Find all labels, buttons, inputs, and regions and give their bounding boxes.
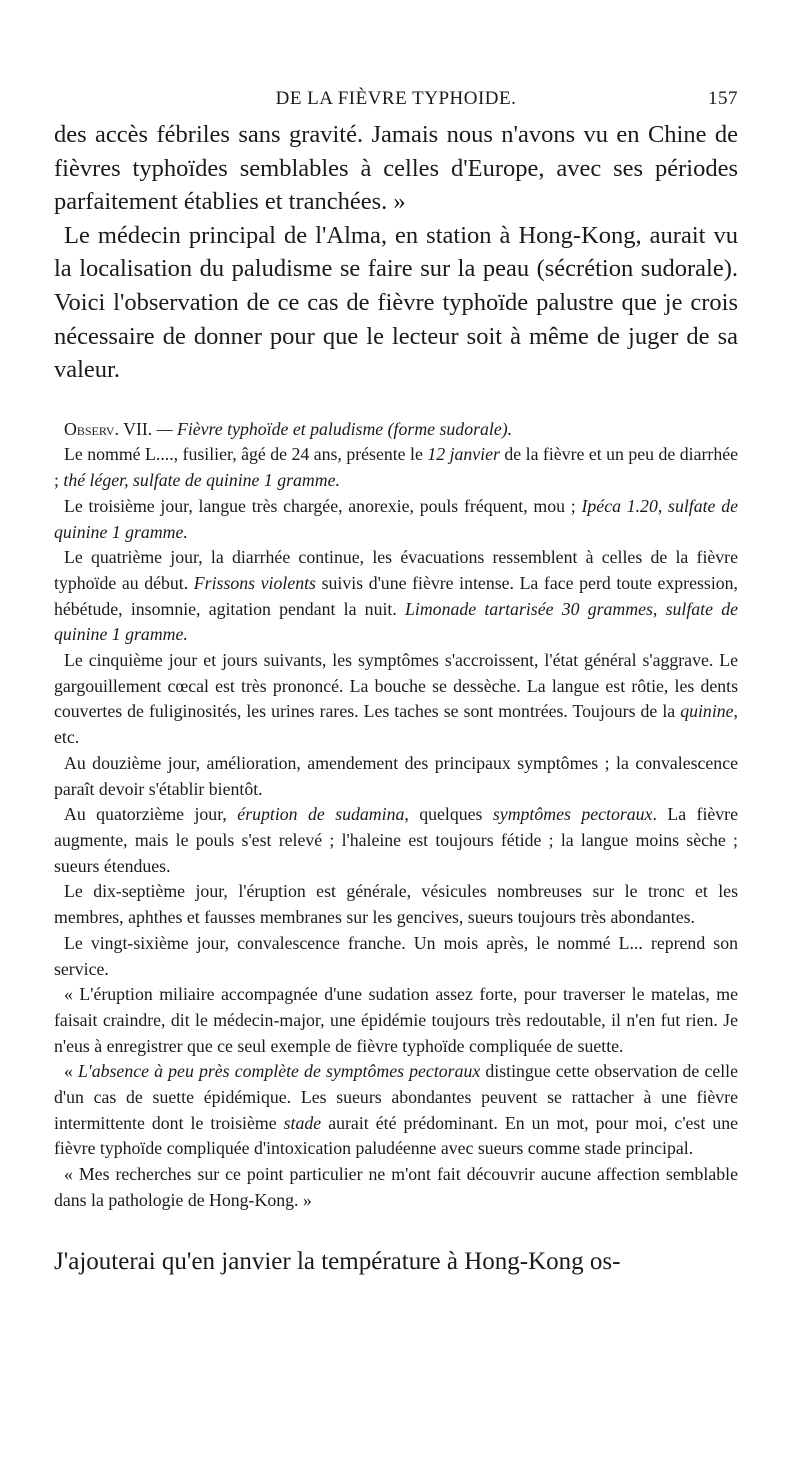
text-run: quinine — [680, 701, 734, 722]
page — [54, 88, 738, 1279]
closing-line: J'ajouterai qu'en janvier la température à Hong-Kong os- — [54, 1247, 621, 1275]
text-run: Le quatrième jour, la diarrhée continue, les évacuations ressemblent à celles de la fièvre typhoïde au début. — [54, 547, 738, 593]
observation-paragraph — [54, 494, 738, 545]
text-run: , etc. — [54, 701, 738, 748]
text-run: suivis d'une fièvre intense. La face perd toute expression, hébétude, insomnie, agitation pendant la nuit. — [54, 572, 739, 619]
observation-paragraph — [54, 802, 738, 879]
text-run: L'absence à peu près complète de symptômes pectoraux — [78, 1061, 481, 1082]
intro-paragraph: Le médecin principal de l'Alma, en station à Hong-Kong, aurait vu la localisation du paludisme se faire sur la peau (sécrétion sudorale). Voici l'observation de ce cas de fièvre typhoïde palustre que je crois nécessaire de donner pour que le lecteur soit à même de juger de sa valeur. — [54, 221, 738, 384]
observation-paragraph — [54, 442, 738, 493]
running-title: DE LA FIÈVRE TYPHOIDE. — [275, 88, 517, 109]
text-run: Ipéca 1.20, sulfate de quinine 1 gramme. — [54, 495, 738, 542]
observation-paragraph: Le dix-septième jour, l'éruption est générale, vésicules nombreuses sur le tronc et les membres, aphthes et fausses membranes sur les gencives, sueurs toujours très abondantes. — [54, 881, 738, 928]
closing-text — [54, 1245, 738, 1279]
quote-paragraph: « Mes recherches sur ce point particulier ne m'ont fait découvrir aucune affection semblable dans la pathologie de Hong-Kong. » — [54, 1164, 738, 1210]
observation-title: — Fièvre typhoïde et paludisme (forme sudorale). — [152, 418, 513, 439]
text-run: 12 janvier — [427, 444, 500, 465]
text-run: Frissons violents — [193, 572, 316, 593]
intro-paragraph: des accès fébriles sans gravité. Jamais nous n'avons vu en Chine de fièvres typhoïdes semblables à celles d'Europe, avec ses périodes parfaitement établies et tranchées. » — [54, 121, 738, 216]
text-run: thé léger, sulfate de quinine 1 gramme. — [63, 470, 340, 491]
observation-paragraph: Au douzième jour, amélioration, amendement des principaux symptômes ; la convalescence paraît devoir s'établir bientôt. — [54, 752, 738, 799]
observation-heading — [54, 417, 738, 443]
text-run: Le cinquième jour et jours suivants, les symptômes s'accroissent, l'état général s'aggrave. Le gargouillement cœcal est très prononcé. La bouche se dessèche. La langue est rôtie, les dents couvertes de fuliginosités, les urines rares. Les taches se sont montrées. Toujours de la — [54, 650, 738, 722]
observation-paragraph: Le vingt-sixième jour, convalescence franche. Un mois après, le nommé L... reprend son service. — [54, 932, 738, 979]
text-run: stade — [283, 1112, 322, 1133]
observation-paragraph — [54, 545, 738, 648]
quote-paragraph — [54, 1059, 738, 1162]
quote-paragraph: « L'éruption miliaire accompagnée d'une sudation assez forte, pour traverser le matelas, me faisait craindre, dit le médecin-major, une épidémie toujours très redoutable, il n'en fut rien. Je n'eus à enregistrer que ce seul exemple de fièvre typhoïde compliquée de suette. — [54, 984, 738, 1056]
text-run: aurait été prédominant. En un mot, pour moi, c'est une fièvre typhoïde compliquée d'intoxication paludéenne avec sueurs comme stade principal. — [54, 1112, 738, 1159]
text-run: éruption de sudamina — [237, 804, 405, 825]
page-number: 157 — [708, 88, 738, 109]
text-run: . La fièvre augmente, mais le pouls s'est relevé ; l'haleine est toujours fétide ; la langue moins sèche ; sueurs étendues. — [54, 804, 738, 876]
text-run: , quelques — [404, 804, 493, 825]
text-run: Limonade tartarisée 30 grammes, sulfate de quinine 1 gramme. — [54, 598, 738, 645]
text-run: symptômes pectoraux — [492, 804, 653, 825]
text-run: Le troisième jour, langue très chargée, anorexie, pouls fréquent, mou ; — [64, 495, 582, 516]
text-run: distingue cette observation de celle d'un cas de suette épidémique. Les sueurs abondantes peuvent se rattacher à une fièvre intermittente dont le troisième — [54, 1061, 738, 1133]
observation-block — [54, 417, 738, 1214]
text-run: Le nommé L...., fusilier, âgé de 24 ans, présente le — [64, 444, 428, 465]
running-header — [54, 88, 738, 118]
intro-text — [54, 118, 738, 387]
observation-paragraph — [54, 648, 738, 751]
text-run: de la fièvre et un peu de diarrhée ; — [54, 444, 738, 491]
text-run: « — [64, 1061, 79, 1082]
observation-label: Observ. VII. — [64, 418, 153, 439]
text-run: Au quatorzième jour, — [64, 804, 238, 825]
